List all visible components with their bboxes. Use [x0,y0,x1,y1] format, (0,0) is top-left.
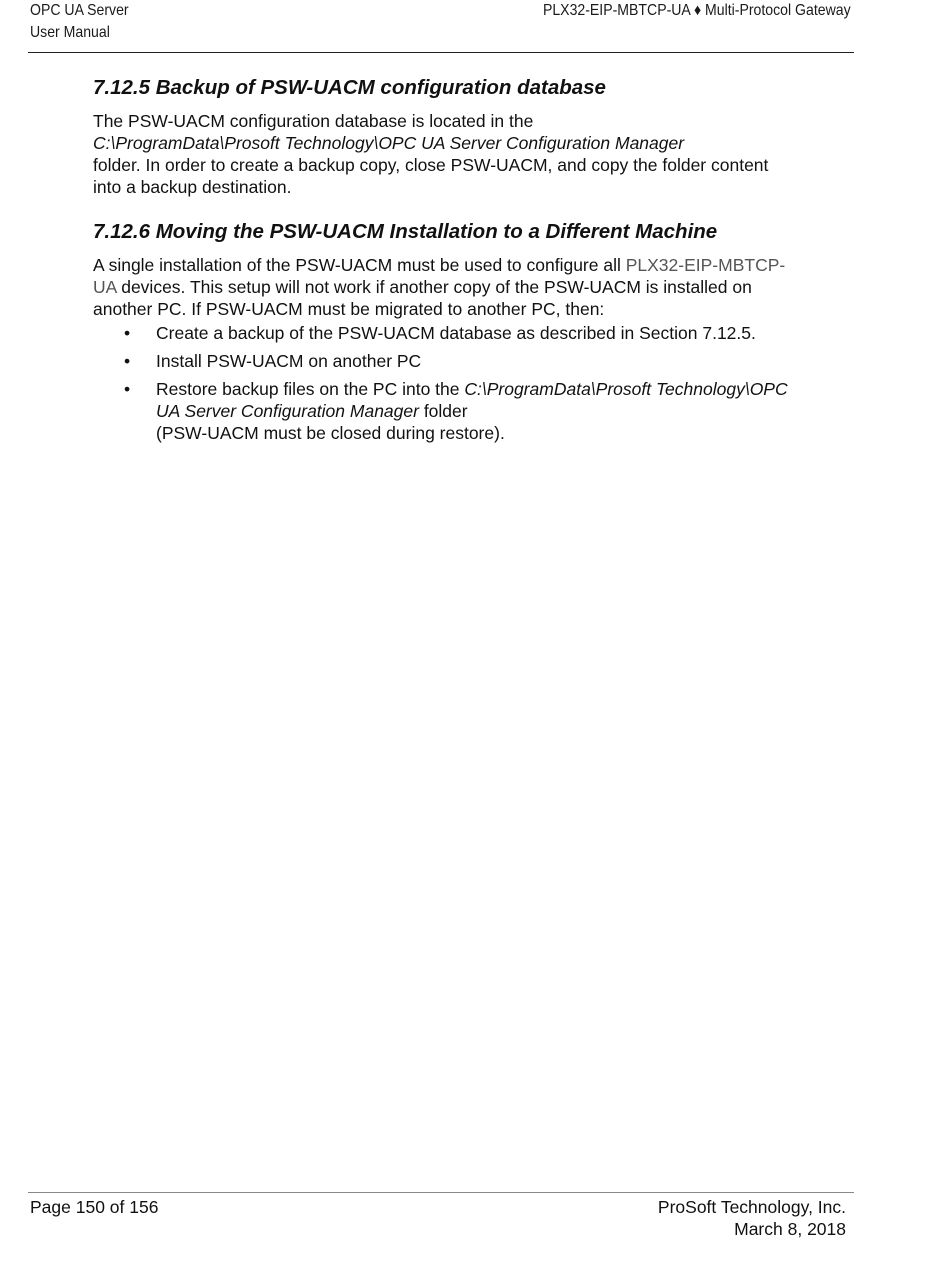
moving-text-a: A single installation of the PSW-UACM must be used to configure all [93,255,626,275]
section-moving-paragraph [93,254,793,320]
product-name: PLX32-EIP-MBTCP-UA [93,255,786,297]
bullet-icon: • [124,379,131,399]
section-backup-paragraph [93,110,793,198]
migration-steps-list [93,322,793,444]
restore-text-c: (PSW-UACM must be closed during restore). [156,423,505,443]
restore-text-b: folder [418,401,468,421]
company-name: ProSoft Technology, Inc. [657,1197,846,1217]
restore-text-a: Restore backup files on the PC into the [156,379,465,399]
list-item-text: Create a backup of the PSW-UACM database as described in Section 7.12.5. [156,323,756,343]
page-body [93,74,793,450]
header-product-title: OPC UA Server [30,2,129,19]
header-left [30,0,129,44]
page-number: Page 150 of 156 [30,1197,159,1217]
header-device-title: PLX32-EIP-MBTCP-UA ♦ Multi-Protocol Gateway [543,2,851,19]
header-manual-title: User Manual [30,24,110,41]
list-item-text: Install PSW-UACM on another PC [156,351,422,371]
header-divider [28,52,854,53]
section-heading-moving: 7.12.6 Moving the PSW-UACM Installation to a Different Machine [93,220,718,243]
publication-date: March 8, 2018 [734,1219,846,1239]
backup-folder-path: C:\ProgramData\Prosoft Technology\OPC UA Server Configuration Manager [93,133,685,153]
bullet-icon: • [124,351,131,371]
restore-folder-path: C:\ProgramData\Prosoft Technology\OPC UA Server Configuration Manager [156,379,788,421]
footer-right [658,1196,846,1240]
list-item [93,322,793,344]
list-item [93,378,793,444]
backup-text-a: The PSW-UACM configuration database is located in the [93,111,534,131]
section-heading-backup: 7.12.5 Backup of PSW-UACM configuration database [93,76,606,99]
list-item [93,350,793,372]
bullet-icon: • [124,323,131,343]
backup-text-b: folder. In order to create a backup copy, close PSW-UACM, and copy the folder content into a backup destination. [93,155,769,197]
footer-divider [28,1192,854,1193]
moving-text-b: devices. This setup will not work if another copy of the PSW-UACM is installed on another PC. If PSW-UACM must be migrated to another PC, then: [93,277,752,319]
